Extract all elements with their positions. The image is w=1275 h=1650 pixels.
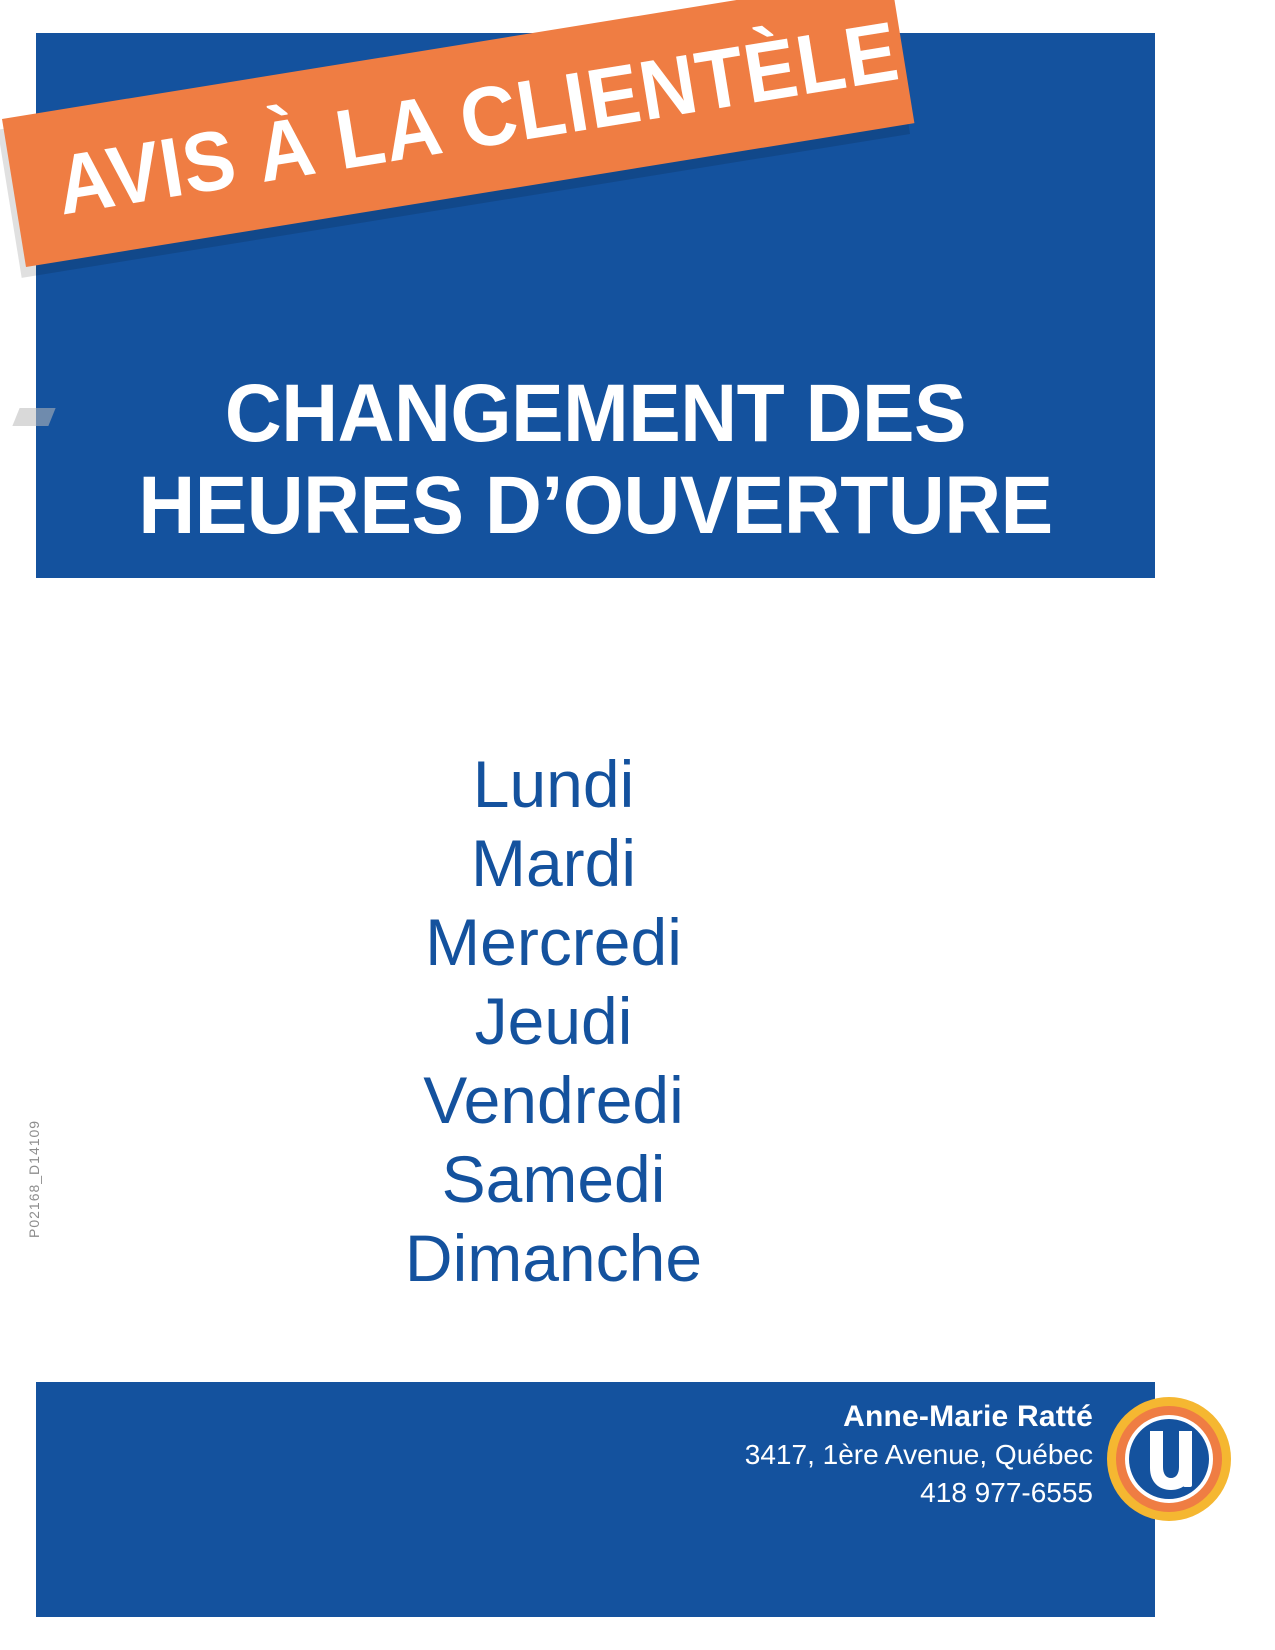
page-title-line-2: HEURES D’OUVERTURE <box>138 460 1053 551</box>
list-item: Vendredi <box>423 1063 684 1137</box>
merchant-name: Anne-Marie Ratté <box>843 1400 1093 1433</box>
ribbon-fold-shadow <box>12 408 55 426</box>
list-item: Dimanche <box>404 1221 703 1295</box>
ribbon-label: AVIS À LA CLIENTÈLE <box>49 3 905 233</box>
merchant-phone: 418 977-6555 <box>920 1477 1093 1508</box>
contact-block <box>473 1398 1093 1512</box>
list-item: Mardi <box>470 826 637 900</box>
opening-days-list <box>36 745 1071 1298</box>
page-title-line-1: CHANGEMENT DES <box>224 368 967 459</box>
brand-logo-icon <box>1105 1395 1233 1523</box>
page-title <box>58 368 1132 552</box>
list-item: Samedi <box>441 1142 666 1216</box>
list-item: Mercredi <box>425 905 682 979</box>
merchant-address: 3417, 1ère Avenue, Québec <box>744 1439 1093 1470</box>
notice-ribbon <box>0 3 920 368</box>
document-code: P02168_D14109 <box>26 1119 42 1238</box>
list-item: Lundi <box>472 747 635 821</box>
list-item: Jeudi <box>474 984 633 1058</box>
